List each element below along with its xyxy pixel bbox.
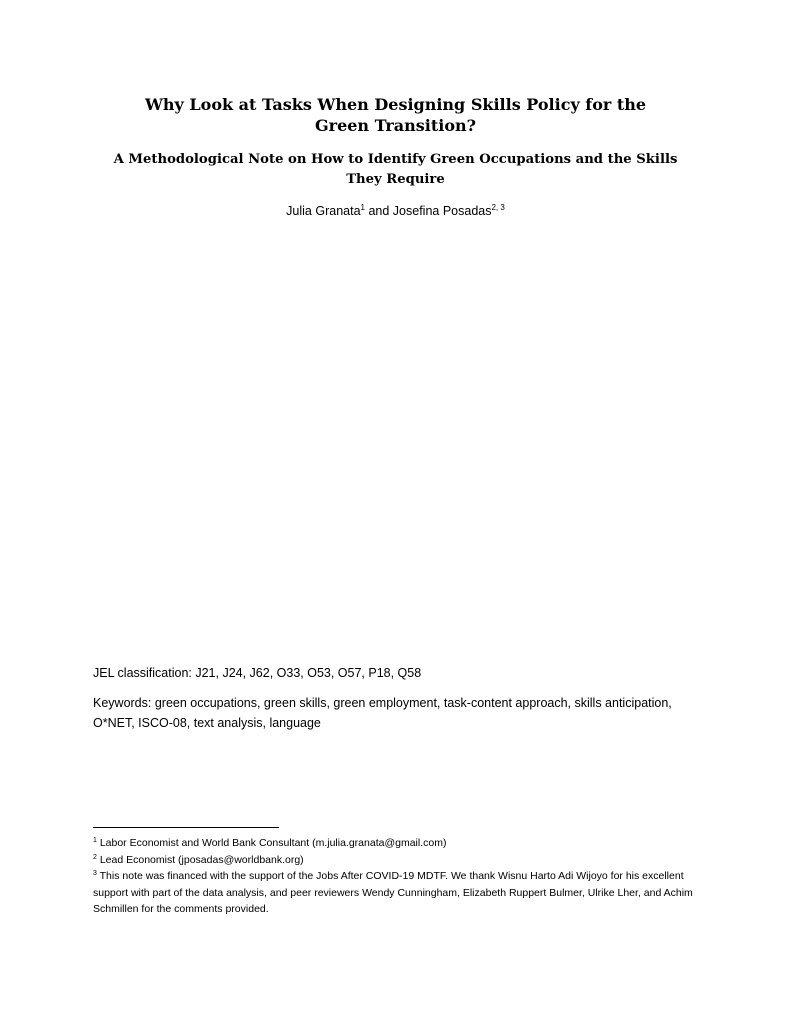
footnote-marker: 1 — [360, 203, 365, 212]
jel-classification: JEL classification: J21, J24, J62, O33, O53, O57, P18, Q58 — [93, 666, 422, 680]
footnote-separator — [93, 827, 279, 828]
document-title: Why Look at Tasks When Designing Skills Policy for the Green Transition? — [144, 95, 647, 135]
footnote-text: Lead Economist (jposadas@worldbank.org) — [99, 853, 304, 866]
keywords: Keywords: green occupations, green skills, green employment, task-content approach, skills anticipation, O*NET, ISCO-08, text analysis, language — [93, 696, 672, 730]
footnotes — [93, 835, 708, 918]
author-name: Josefina Posadas — [392, 204, 492, 218]
author-name: Julia Granata — [286, 204, 361, 218]
footnote-text: Labor Economist and World Bank Consultant (m.julia.granata@gmail.com) — [99, 837, 447, 849]
footnote-marker: 1 — [93, 837, 97, 844]
footnote-text: This note was financed with the support of the Jobs After COVID-19 MDTF. We thank Wisnu Harto Adi Wijoyo for his excellent support with part of the data analysis, and peer reviewers Wendy Cunningham, Elizabeth Ruppert Bulmer, Ulrike Lher, and Achim Schmillen for the comments provided. — [93, 870, 693, 915]
footnote-marker: 2, 3 — [491, 203, 505, 212]
document-subtitle: A Methodological Note on How to Identify Green Occupations and the Skills They Require — [113, 152, 678, 187]
author-line — [120, 202, 671, 220]
footnote — [93, 868, 708, 918]
footnote — [93, 835, 708, 852]
footnote-marker: 3 — [93, 870, 97, 877]
footnote — [93, 852, 708, 869]
author-connector: and — [364, 204, 393, 218]
footnote-marker: 2 — [93, 853, 97, 861]
